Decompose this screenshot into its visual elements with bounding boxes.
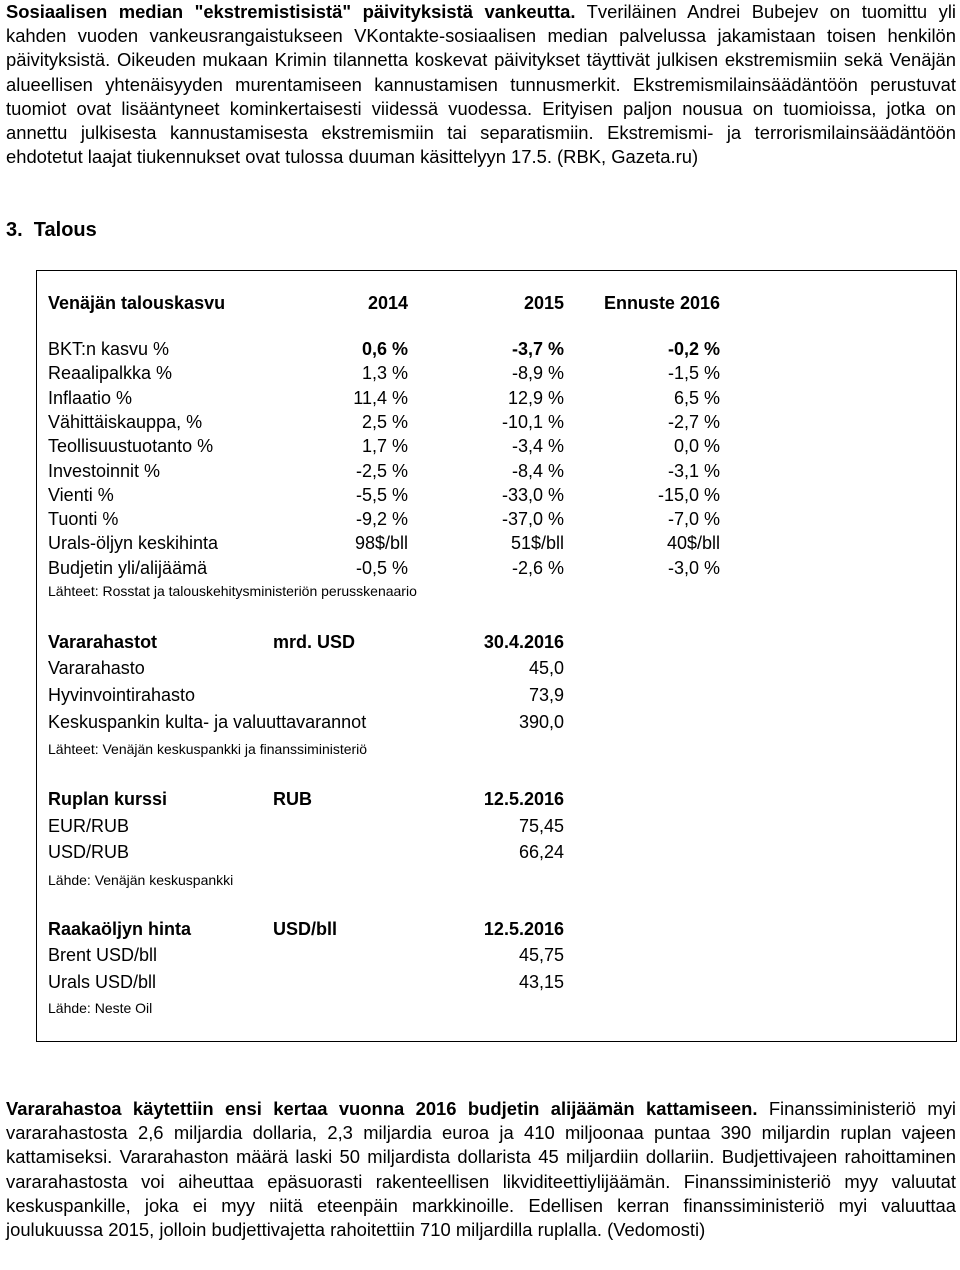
growth-value-2016: -3,0 %	[667, 557, 720, 578]
growth-value-2014: 1,3 %	[361, 363, 408, 384]
oil-row-value: 45,75	[518, 945, 564, 965]
growth-source: Lähteet: Rosstat ja talouskehitysministeriön perusskenaario	[48, 583, 417, 599]
growth-header-2014: 2014	[367, 293, 408, 313]
growth-row-label: Tuonti %	[48, 509, 119, 530]
growth-value-2014: 98$/bll	[354, 533, 408, 554]
reserves-row-label: Keskuspankin kulta- ja valuuttavarannot	[48, 712, 367, 732]
growth-value-2014: -0,5 %	[355, 557, 408, 578]
economy-data-box	[36, 270, 957, 1042]
ruble-header-title: Ruplan kurssi	[48, 789, 168, 809]
growth-row	[37, 509, 946, 533]
growth-row-label: Inflaatio %	[48, 387, 133, 408]
growth-row	[37, 363, 946, 387]
growth-value-2016: -2,7 %	[667, 411, 720, 432]
growth-value-2015: -3,4 %	[511, 436, 564, 457]
growth-value-2014: 2,5 %	[361, 411, 408, 432]
growth-value-2016: 0,0 %	[673, 436, 720, 457]
growth-value-2015: -10,1 %	[501, 411, 564, 432]
growth-value-2014: 0,6 %	[361, 339, 408, 359]
ruble-header-row	[37, 789, 946, 813]
ruble-header-unit: RUB	[273, 789, 312, 809]
growth-row	[37, 461, 946, 485]
growth-row	[37, 339, 946, 363]
oil-header-date: 12.5.2016	[483, 919, 564, 939]
growth-value-2014: -9,2 %	[355, 509, 408, 530]
intro-text: Tveriläinen Andrei Bubejev on tuomittu yli kahden vuoden vankeusrangaistukseen VKontakte-sosiaalisen median palvelussa jakamistaan toisen henkilön päivityksistä. Oikeuden mukaan Krimin tilannetta koskevat päivitykset täyttivät julkisen ekstremismiin sekä Venäjän alueellisen yhtenäisyyden murentamiseen kannustamisen tunnusmerkit. Ekstremismilainsäädäntöön perustuvat tuomiot ovat lisääntyneet kominkertaisesti viidessä vuodessa. Erityisen paljon nousua on tuomioissa, jotka on annettu julkisesta kannustamisesta ekstremismiin tai separatismiin. Ekstremismi- ja terrorismilainsäädäntöön ehdotetut laajat tiukennukset ovat tulossa duuman käsittelyyn 17.5. (RBK, Gazeta.ru)	[6, 1, 957, 168]
section-heading: 3. Talous	[6, 219, 97, 241]
outro-bold-lead: Vararahastoa käytettiin ensi kertaa vuonna 2016 budjetin alijäämän kattamiseen.	[6, 1098, 758, 1119]
growth-header-2016: Ennuste 2016	[603, 293, 720, 313]
growth-row-label: Vienti %	[48, 484, 114, 505]
outro-paragraph	[6, 1097, 956, 1242]
growth-value-2016: -3,1 %	[667, 460, 720, 481]
reserves-row	[37, 685, 946, 709]
reserves-header-row	[37, 632, 946, 656]
oil-row	[37, 945, 946, 969]
oil-row-value: 43,15	[518, 972, 564, 992]
growth-row	[37, 412, 946, 436]
growth-row-label: Budjetin yli/alijäämä	[48, 557, 208, 578]
growth-value-2015: 51$/bll	[510, 533, 564, 554]
growth-value-2014: 1,7 %	[361, 436, 408, 457]
growth-row-label: Reaalipalkka %	[48, 363, 173, 384]
outro-text: Finanssiministeriö myi vararahastosta 2,6 miljardia dollaria, 2,3 miljardia euroa ja 410 miljoonaa puntaa 390 miljardin ruplan vajeen kattamiseksi. Vararahaston määrä laski 50 miljardista dollarista 45 miljardiin dollariin. Budjettivajeen rahoittaminen vararahastosta voi aiheuttaa epäsuorasti rakenteellisen likviditeettiylijäämän. Finanssiministeriö myy valuutat keskuspankille, joka ei myy niitä eteenpäin markkinoille. Edellisen kerran finanssiministeriö myi valuuttaa joulukuussa 2015, jolloin budjettivajetta rahoitettiin 710 miljardilla ruplalla. (Vedomosti)	[6, 1098, 956, 1241]
growth-row-label: Vähittäiskauppa, %	[48, 411, 203, 432]
growth-value-2015: -33,0 %	[501, 484, 564, 505]
ruble-row-label: USD/RUB	[48, 842, 130, 862]
growth-row-label: Investoinnit %	[48, 460, 161, 481]
growth-header-title: Venäjän talouskasvu	[48, 293, 226, 313]
reserves-row-value: 45,0	[528, 658, 564, 678]
intro-bold-lead: Sosiaalisen median "ekstremistisistä" päivityksistä vankeutta.	[6, 1, 576, 22]
growth-row	[37, 388, 946, 412]
growth-value-2016: -1,5 %	[667, 363, 720, 384]
reserves-row	[37, 712, 946, 736]
oil-source: Lähde: Neste Oil	[48, 1000, 153, 1016]
reserves-row-label: Hyvinvointirahasto	[48, 685, 196, 705]
oil-header-row	[37, 919, 946, 943]
reserves-row-value: 73,9	[528, 685, 564, 705]
ruble-row-value: 75,45	[518, 816, 564, 836]
ruble-row-label: EUR/RUB	[48, 816, 130, 836]
growth-row	[37, 533, 946, 557]
growth-value-2016: -0,2 %	[667, 339, 720, 359]
oil-row-label: Urals USD/bll	[48, 972, 157, 992]
growth-value-2014: -2,5 %	[355, 460, 408, 481]
growth-value-2015: -3,7 %	[511, 339, 564, 359]
oil-header-unit: USD/bll	[273, 919, 338, 939]
oil-row-label: Brent USD/bll	[48, 945, 158, 965]
oil-row	[37, 972, 946, 996]
growth-value-2016: -7,0 %	[667, 509, 720, 530]
reserves-source: Lähteet: Venäjän keskuspankki ja finanssiministeriö	[48, 741, 368, 757]
oil-header-title: Raakaöljyn hinta	[48, 919, 192, 939]
reserves-header-unit: mrd. USD	[273, 632, 356, 652]
growth-value-2015: -2,6 %	[511, 557, 564, 578]
growth-row-label: Teollisuustuotanto %	[48, 436, 214, 457]
growth-value-2016: 40$/bll	[666, 533, 720, 554]
reserves-header-date: 30.4.2016	[483, 632, 564, 652]
growth-value-2015: -8,4 %	[511, 460, 564, 481]
growth-value-2016: 6,5 %	[673, 387, 720, 408]
growth-value-2015: 12,9 %	[507, 387, 564, 408]
growth-row-label: BKT:n kasvu %	[48, 339, 170, 359]
reserves-row	[37, 658, 946, 682]
growth-header-row	[37, 293, 946, 317]
growth-row	[37, 558, 946, 582]
ruble-header-date: 12.5.2016	[483, 789, 564, 809]
growth-row	[37, 436, 946, 460]
reserves-header-title: Vararahastot	[48, 632, 158, 652]
ruble-row	[37, 842, 946, 866]
growth-row	[37, 485, 946, 509]
growth-value-2015: -8,9 %	[511, 363, 564, 384]
ruble-row-value: 66,24	[518, 842, 564, 862]
reserves-row-label: Vararahasto	[48, 658, 145, 678]
growth-value-2014: -5,5 %	[355, 484, 408, 505]
ruble-source: Lähde: Venäjän keskuspankki	[48, 872, 234, 888]
ruble-row	[37, 816, 946, 840]
intro-paragraph	[6, 0, 956, 169]
growth-header-2015: 2015	[523, 293, 564, 313]
growth-row-label: Urals-öljyn keskihinta	[48, 533, 219, 554]
growth-value-2014: 11,4 %	[353, 387, 408, 408]
reserves-row-value: 390,0	[518, 712, 564, 732]
growth-value-2016: -15,0 %	[657, 484, 720, 505]
growth-value-2015: -37,0 %	[501, 509, 564, 530]
